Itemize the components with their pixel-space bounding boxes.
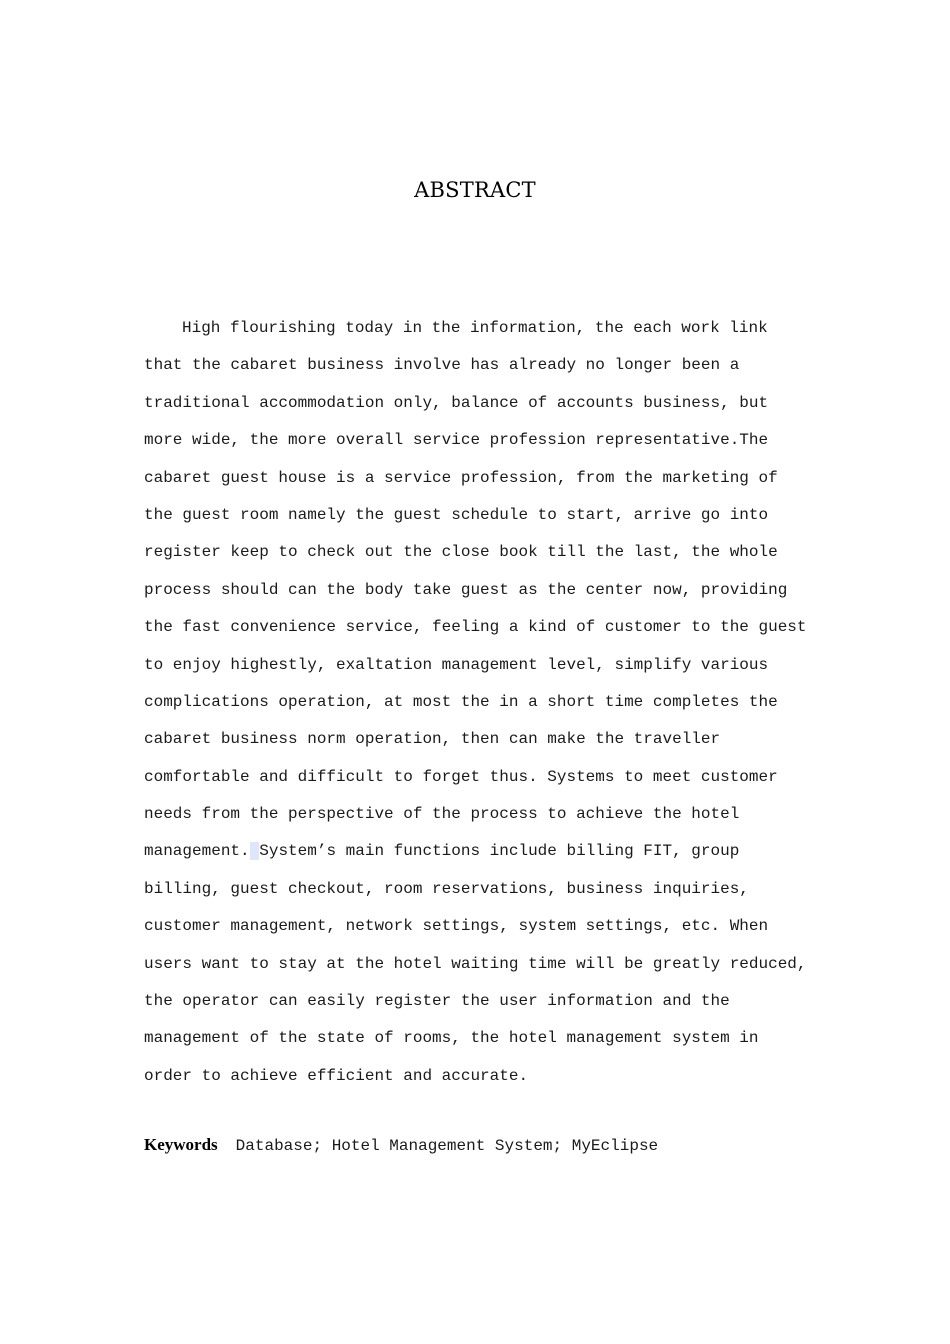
abstract-title: ABSTRACT — [414, 178, 536, 202]
abstract-line: complications operation, at most the in a short time completes the — [144, 692, 778, 711]
abstract-line: traditional accommodation only, balance of accounts business, but — [144, 393, 769, 412]
abstract-line: the guest room namely the guest schedule to start, arrive go into — [144, 505, 769, 524]
abstract-line: to enjoy highestly, exaltation management level, simplify various — [144, 655, 769, 674]
keywords-text: Database; Hotel Management System; MyEclipse — [235, 1137, 659, 1155]
abstract-line: register keep to check out the close book till the last, the whole — [144, 543, 778, 562]
abstract-body — [144, 313, 824, 1098]
abstract-line: order to achieve efficient and accurate. — [144, 1066, 529, 1085]
abstract-line: the fast convenience service, feeling a kind of customer to the guest — [144, 618, 807, 637]
abstract-line: billing, guest checkout, room reservations, business inquiries, — [144, 879, 749, 898]
abstract-line: the operator can easily register the user information and the — [144, 992, 730, 1011]
abstract-line: comfortable and difficult to forget thus. Systems to meet customer — [144, 767, 778, 786]
abstract-line: customer management, network settings, system settings, etc. When — [144, 917, 769, 936]
abstract-line-start: management. — [144, 842, 250, 861]
abstract-line: needs from the perspective of the process to achieve the hotel — [144, 805, 740, 824]
abstract-line: High flourishing today in the information, the each work link — [182, 319, 768, 337]
abstract-line: cabaret business norm operation, then can make the traveller — [144, 730, 721, 749]
abstract-line-end: System’s main functions include billing FIT, group — [259, 842, 740, 861]
abstract-line: that the cabaret business involve has already no longer been a — [144, 356, 740, 375]
abstract-line: more wide, the more overall service profession representative.The — [144, 431, 769, 450]
keywords-row — [144, 1131, 824, 1160]
text-selection-cursor — [250, 842, 260, 860]
abstract-line: users want to stay at the hotel waiting time will be greatly reduced, — [144, 954, 807, 973]
abstract-line-with-cursor — [144, 836, 824, 873]
abstract-line: cabaret guest house is a service profession, from the marketing of — [144, 468, 778, 487]
abstract-line: management of the state of rooms, the hotel management system in — [144, 1029, 759, 1048]
abstract-line: process should can the body take guest as the center now, providing — [144, 580, 788, 599]
keywords-label: Keywords — [144, 1135, 218, 1154]
